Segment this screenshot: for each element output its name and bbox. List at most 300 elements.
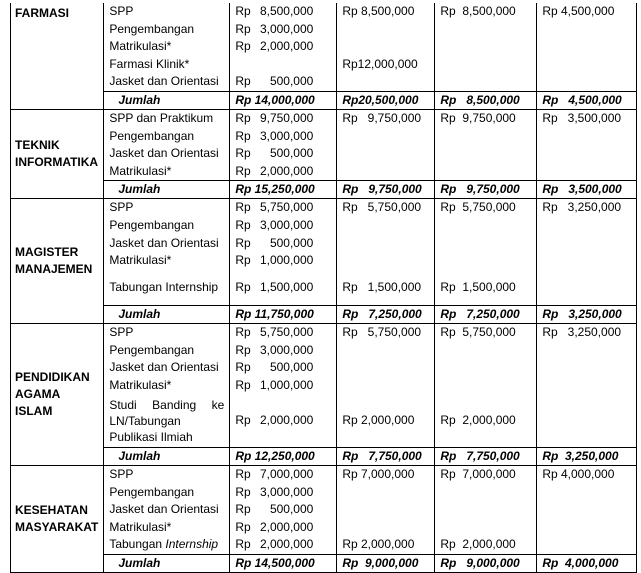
program-name: PENDIDIKAN AGAMA ISLAM bbox=[11, 323, 104, 465]
amount-line bbox=[342, 38, 429, 56]
amount-value: 1,000,000 bbox=[259, 253, 314, 268]
amount-line bbox=[542, 466, 631, 484]
amount-line bbox=[235, 466, 331, 484]
amount: Rp 7,000,000 bbox=[440, 467, 516, 482]
amount-line bbox=[440, 394, 531, 447]
amount-line bbox=[342, 484, 429, 502]
item-label bbox=[109, 3, 224, 21]
total-amount: Rp20,500,000 bbox=[337, 91, 435, 109]
amount-line bbox=[440, 324, 531, 342]
amount-line bbox=[542, 163, 631, 181]
total-amount: Rp 9,750,000 bbox=[337, 181, 435, 199]
item-label bbox=[109, 128, 224, 146]
amount: Rp 1,500,000 bbox=[342, 279, 422, 294]
total-label: Jumlah bbox=[104, 305, 230, 323]
item-label bbox=[109, 252, 224, 270]
amount-column-2 bbox=[337, 199, 435, 306]
amount-line bbox=[235, 199, 331, 217]
amount-line bbox=[542, 377, 631, 395]
item-label-text: SPP bbox=[109, 4, 134, 18]
item-label-text: Jasket dan Orientasi bbox=[109, 360, 219, 375]
amount-line bbox=[235, 252, 331, 270]
amount: Rp 1,500,000 bbox=[440, 279, 516, 294]
amount-line bbox=[542, 270, 631, 305]
program-items-row bbox=[11, 3, 637, 91]
currency: Rp bbox=[235, 279, 251, 294]
item-labels-cell bbox=[104, 466, 230, 555]
amount-value: 8,500,000 bbox=[259, 4, 314, 18]
amount-line bbox=[440, 56, 531, 74]
total-amount: Rp 7,250,000 bbox=[337, 305, 435, 323]
amount-column-2 bbox=[337, 323, 435, 447]
amount-line bbox=[440, 110, 531, 128]
item-label bbox=[109, 519, 224, 537]
amount-column-3 bbox=[435, 109, 537, 180]
total-amount: Rp 12,250,000 bbox=[230, 448, 337, 466]
total-amount: Rp 3,250,000 bbox=[537, 448, 637, 466]
amount-line bbox=[235, 519, 331, 537]
total-label: Jumlah bbox=[104, 91, 230, 109]
amount-line bbox=[342, 110, 429, 128]
amount-value: 500,000 bbox=[269, 235, 314, 250]
tuition-fee-table bbox=[10, 3, 637, 573]
currency: Rp bbox=[235, 342, 251, 357]
amount-line bbox=[235, 235, 331, 253]
total-label: Jumlah bbox=[104, 448, 230, 466]
amount-column-1 bbox=[230, 3, 337, 91]
amount-line bbox=[542, 501, 631, 519]
amount-line bbox=[342, 519, 429, 537]
item-label bbox=[109, 394, 224, 447]
amount-column-4 bbox=[537, 199, 637, 306]
amount: Rp 2,000,000 bbox=[440, 412, 516, 427]
amount-line bbox=[235, 536, 331, 554]
amount-column-2 bbox=[337, 109, 435, 180]
amount-line bbox=[542, 342, 631, 360]
item-label bbox=[109, 342, 224, 360]
total-row bbox=[11, 181, 637, 199]
amount bbox=[235, 235, 313, 253]
item-label bbox=[109, 21, 224, 39]
currency: Rp bbox=[235, 74, 251, 89]
item-label-text: SPP bbox=[109, 324, 134, 339]
item-label-text: Matrikulasi* bbox=[109, 377, 172, 392]
item-label bbox=[109, 199, 224, 217]
item-label bbox=[109, 163, 224, 181]
total-row bbox=[11, 91, 637, 109]
program-name: MAGISTER MANAJEMEN bbox=[11, 199, 104, 324]
amount-value: 9,750,000 bbox=[259, 110, 314, 125]
currency: Rp bbox=[235, 200, 251, 215]
item-label-text: Tabungan Internship bbox=[109, 280, 219, 295]
amount: Rp 5,750,000 bbox=[440, 200, 516, 215]
total-amount: Rp 9,000,000 bbox=[337, 555, 435, 573]
amount-line bbox=[440, 270, 531, 305]
amount-line bbox=[542, 145, 631, 163]
amount bbox=[235, 199, 313, 217]
currency: Rp bbox=[235, 467, 251, 482]
amount-line bbox=[342, 199, 429, 217]
amount bbox=[235, 252, 313, 270]
amount-column-3 bbox=[435, 199, 537, 306]
total-amount: Rp 7,250,000 bbox=[435, 305, 537, 323]
currency: Rp bbox=[235, 484, 251, 499]
amount-line bbox=[440, 359, 531, 377]
item-label-text: Jasket dan Orientasi bbox=[109, 146, 219, 161]
item-label bbox=[109, 377, 224, 395]
item-label bbox=[109, 270, 224, 305]
amount-line bbox=[542, 217, 631, 235]
amount-line bbox=[342, 324, 429, 342]
item-label-text: SPP dan Praktikum bbox=[109, 110, 214, 125]
amount-line bbox=[542, 324, 631, 342]
amount-line bbox=[235, 21, 331, 39]
currency: Rp bbox=[235, 502, 251, 517]
total-amount: Rp 15,250,000 bbox=[230, 181, 337, 199]
item-label bbox=[109, 501, 224, 519]
amount-line bbox=[342, 163, 429, 181]
item-labels-cell bbox=[104, 109, 230, 180]
item-label bbox=[109, 484, 224, 502]
amount-line bbox=[440, 199, 531, 217]
currency: Rp bbox=[235, 253, 251, 268]
amount-line bbox=[542, 484, 631, 502]
total-amount: Rp 7,750,000 bbox=[435, 448, 537, 466]
amount-line bbox=[235, 3, 331, 21]
amount-line bbox=[440, 377, 531, 395]
total-amount: Rp 4,000,000 bbox=[537, 555, 637, 573]
item-label-text: Matrikulasi* bbox=[109, 39, 172, 54]
amount-line bbox=[342, 145, 429, 163]
amount-line bbox=[235, 110, 331, 128]
amount: Rp 8,500,000 bbox=[342, 4, 415, 18]
amount: Rp 3,250,000 bbox=[542, 200, 622, 215]
amount-value: 3,000,000 bbox=[259, 217, 314, 232]
amount bbox=[235, 110, 313, 128]
item-label bbox=[109, 73, 224, 91]
amount: Rp12,000,000 bbox=[342, 56, 418, 71]
amount: Rp 2,000,000 bbox=[342, 537, 415, 552]
amount bbox=[235, 3, 313, 21]
amount-line bbox=[440, 3, 531, 21]
amount bbox=[235, 73, 313, 91]
amount-line bbox=[542, 128, 631, 146]
amount-value: 1,000,000 bbox=[259, 377, 314, 392]
amount bbox=[235, 128, 313, 146]
amount-line bbox=[440, 342, 531, 360]
item-label-text: Tabungan bbox=[109, 537, 166, 552]
amount: Rp 4,000,000 bbox=[542, 467, 615, 482]
total-amount: Rp 11,750,000 bbox=[230, 305, 337, 323]
amount: Rp 5,750,000 bbox=[342, 324, 422, 339]
amount bbox=[235, 536, 313, 554]
amount-line bbox=[235, 128, 331, 146]
amount-line bbox=[342, 359, 429, 377]
amount-line bbox=[235, 484, 331, 502]
amount bbox=[235, 21, 313, 39]
amount-value: 500,000 bbox=[269, 74, 314, 89]
amount: Rp 5,750,000 bbox=[440, 324, 516, 339]
amount-value: 2,000,000 bbox=[259, 39, 314, 54]
amount-line bbox=[542, 536, 631, 554]
amount bbox=[235, 377, 313, 395]
amount-line bbox=[542, 21, 631, 39]
item-label bbox=[109, 359, 224, 377]
currency: Rp bbox=[235, 324, 251, 339]
amount-value: 7,000,000 bbox=[259, 467, 314, 482]
amount-value: 5,750,000 bbox=[259, 324, 314, 339]
item-label bbox=[109, 110, 224, 128]
amount-line bbox=[542, 3, 631, 21]
amount-line bbox=[440, 145, 531, 163]
amount-value: 5,750,000 bbox=[259, 200, 314, 215]
amount-line bbox=[542, 38, 631, 56]
amount-line bbox=[440, 163, 531, 181]
item-label-text: Pengembangan bbox=[109, 128, 195, 143]
amount: Rp 4,500,000 bbox=[542, 4, 615, 18]
item-label-text: Pengembangan bbox=[109, 484, 195, 499]
amount-line bbox=[235, 38, 331, 56]
amount-line bbox=[235, 342, 331, 360]
currency: Rp bbox=[235, 377, 251, 392]
currency: Rp bbox=[235, 128, 251, 143]
amount-value: 500,000 bbox=[269, 360, 314, 375]
amount-line bbox=[342, 56, 429, 74]
item-label bbox=[109, 145, 224, 163]
total-amount: Rp 3,250,000 bbox=[537, 305, 637, 323]
amount-line bbox=[542, 56, 631, 74]
amount-column-1 bbox=[230, 323, 337, 447]
amount: Rp 8,500,000 bbox=[440, 4, 516, 18]
amount-column-4 bbox=[537, 466, 637, 555]
total-label: Jumlah bbox=[104, 555, 230, 573]
amount-line bbox=[440, 519, 531, 537]
amount-line bbox=[235, 145, 331, 163]
amount-value: 500,000 bbox=[269, 146, 314, 161]
amount-column-3 bbox=[435, 466, 537, 555]
total-amount: Rp 14,500,000 bbox=[230, 555, 337, 573]
amount-column-4 bbox=[537, 3, 637, 91]
amount bbox=[235, 342, 313, 360]
amount-value: 2,000,000 bbox=[259, 537, 314, 552]
amount-column-1 bbox=[230, 109, 337, 180]
amount-line bbox=[440, 484, 531, 502]
program-items-row bbox=[11, 109, 637, 180]
amount-line bbox=[235, 56, 331, 74]
item-label-text: Jasket dan Orientasi bbox=[109, 235, 219, 250]
amount-line bbox=[342, 536, 429, 554]
amount-column-4 bbox=[537, 109, 637, 180]
amount-line bbox=[342, 21, 429, 39]
amount-line bbox=[342, 252, 429, 270]
currency: Rp bbox=[235, 412, 251, 427]
amount bbox=[235, 217, 313, 235]
amount-line bbox=[235, 73, 331, 91]
currency: Rp bbox=[235, 110, 251, 125]
currency: Rp bbox=[235, 21, 251, 36]
total-amount: Rp 14,000,000 bbox=[230, 91, 337, 109]
currency: Rp bbox=[235, 235, 251, 250]
amount bbox=[235, 163, 313, 181]
total-amount: Rp 9,000,000 bbox=[435, 555, 537, 573]
amount-line bbox=[235, 501, 331, 519]
amount: Rp 9,750,000 bbox=[342, 110, 422, 125]
amount-line bbox=[342, 342, 429, 360]
item-label-text: Matrikulasi* bbox=[109, 253, 172, 268]
item-label-text: Matrikulasi* bbox=[109, 519, 172, 534]
amount: Rp 2,000,000 bbox=[342, 412, 415, 427]
amount-line bbox=[542, 199, 631, 217]
item-label-text: Pengembangan bbox=[109, 342, 195, 357]
amount bbox=[235, 519, 313, 537]
amount-value: 3,000,000 bbox=[259, 342, 314, 357]
amount: Rp 2,000,000 bbox=[440, 537, 516, 552]
amount-value: 500,000 bbox=[269, 502, 314, 517]
item-label-text: Farmasi Klinik* bbox=[109, 56, 190, 71]
amount-line bbox=[440, 501, 531, 519]
amount: Rp 5,750,000 bbox=[342, 200, 422, 215]
amount-line bbox=[235, 324, 331, 342]
amount-column-2 bbox=[337, 3, 435, 91]
amount-column-2 bbox=[337, 466, 435, 555]
item-label-text: SPP bbox=[109, 467, 134, 482]
amount-line bbox=[440, 38, 531, 56]
item-label bbox=[109, 324, 224, 342]
amount bbox=[235, 412, 313, 430]
total-label: Jumlah bbox=[104, 181, 230, 199]
amount: Rp 3,500,000 bbox=[542, 110, 622, 125]
total-amount: Rp 3,500,000 bbox=[537, 181, 637, 199]
currency: Rp bbox=[235, 146, 251, 161]
amount: Rp 9,750,000 bbox=[440, 110, 516, 125]
program-items-row bbox=[11, 323, 637, 447]
currency: Rp bbox=[235, 519, 251, 534]
amount-value: 2,000,000 bbox=[259, 519, 314, 534]
item-label-text: SPP bbox=[109, 200, 134, 215]
program-name: FARMASI bbox=[11, 3, 104, 109]
amount-line bbox=[440, 128, 531, 146]
amount-line bbox=[235, 217, 331, 235]
amount-line bbox=[440, 73, 531, 91]
item-labels-cell bbox=[104, 323, 230, 447]
amount-line bbox=[235, 359, 331, 377]
item-label bbox=[109, 38, 224, 56]
amount-line bbox=[342, 128, 429, 146]
program-name: KESEHATAN MASYARAKAT bbox=[11, 466, 104, 573]
amount-value: 1,500,000 bbox=[259, 279, 314, 294]
amount-value: 3,000,000 bbox=[259, 484, 314, 499]
total-row bbox=[11, 448, 637, 466]
amount-column-3 bbox=[435, 323, 537, 447]
amount-line bbox=[542, 73, 631, 91]
total-row bbox=[11, 555, 637, 573]
item-label-text: Pengembangan bbox=[109, 21, 195, 36]
amount: Rp 7,000,000 bbox=[342, 467, 415, 482]
amount-line bbox=[542, 252, 631, 270]
amount-column-1 bbox=[230, 199, 337, 306]
amount bbox=[235, 38, 313, 56]
amount-line bbox=[542, 110, 631, 128]
total-amount: Rp 9,750,000 bbox=[435, 181, 537, 199]
amount bbox=[235, 484, 313, 502]
amount-line bbox=[342, 377, 429, 395]
item-labels-cell bbox=[104, 3, 230, 91]
amount bbox=[235, 359, 313, 377]
program-name: TEKNIK INFORMATIKA bbox=[11, 109, 104, 198]
amount-line bbox=[440, 21, 531, 39]
amount-line bbox=[235, 394, 331, 447]
amount-line bbox=[342, 466, 429, 484]
currency: Rp bbox=[235, 4, 251, 18]
amount bbox=[235, 466, 313, 484]
amount-line bbox=[440, 536, 531, 554]
item-label bbox=[109, 536, 224, 554]
amount-line bbox=[542, 235, 631, 253]
total-amount: Rp 8,500,000 bbox=[435, 91, 537, 109]
amount-line bbox=[342, 394, 429, 447]
amount-value: 3,000,000 bbox=[259, 128, 314, 143]
amount-line bbox=[235, 377, 331, 395]
amount-line bbox=[342, 270, 429, 305]
amount-line bbox=[440, 466, 531, 484]
program-items-row bbox=[11, 466, 637, 555]
amount-line bbox=[542, 519, 631, 537]
amount-line bbox=[440, 252, 531, 270]
amount bbox=[235, 324, 313, 342]
currency: Rp bbox=[235, 39, 251, 54]
total-amount: Rp 4,500,000 bbox=[537, 91, 637, 109]
amount-line bbox=[235, 163, 331, 181]
item-label-text: Pengembangan bbox=[109, 217, 195, 232]
item-label-text: Jasket dan Orientasi bbox=[109, 74, 219, 89]
amount-line bbox=[542, 359, 631, 377]
item-label-text: Studi Banding ke LN/Tabungan Publikasi Ilmiah bbox=[109, 397, 225, 444]
amount-column-1 bbox=[230, 466, 337, 555]
item-label-text: Jasket dan Orientasi bbox=[109, 502, 219, 517]
currency: Rp bbox=[235, 537, 251, 552]
currency: Rp bbox=[235, 163, 251, 178]
total-amount: Rp 7,750,000 bbox=[337, 448, 435, 466]
currency: Rp bbox=[235, 217, 251, 232]
amount bbox=[235, 145, 313, 163]
item-label-italic: Internship bbox=[165, 537, 219, 552]
total-row bbox=[11, 305, 637, 323]
currency: Rp bbox=[235, 360, 251, 375]
item-label bbox=[109, 235, 224, 253]
item-label-text: Matrikulasi* bbox=[109, 163, 172, 178]
amount-column-4 bbox=[537, 323, 637, 447]
amount-column-3 bbox=[435, 3, 537, 91]
amount-line bbox=[440, 235, 531, 253]
amount-line bbox=[342, 501, 429, 519]
amount-value: 2,000,000 bbox=[259, 412, 314, 427]
item-label bbox=[109, 466, 224, 484]
amount-value: 2,000,000 bbox=[259, 163, 314, 178]
amount: Rp 3,250,000 bbox=[542, 324, 622, 339]
item-label bbox=[109, 56, 224, 74]
amount-line bbox=[440, 217, 531, 235]
amount-line bbox=[342, 73, 429, 91]
amount-line bbox=[542, 394, 631, 447]
program-items-row bbox=[11, 199, 637, 306]
amount bbox=[235, 279, 313, 297]
amount bbox=[235, 501, 313, 519]
item-labels-cell bbox=[104, 199, 230, 306]
amount-line bbox=[342, 3, 429, 21]
item-label bbox=[109, 217, 224, 235]
amount-line bbox=[235, 270, 331, 305]
amount-value: 3,000,000 bbox=[259, 21, 314, 36]
